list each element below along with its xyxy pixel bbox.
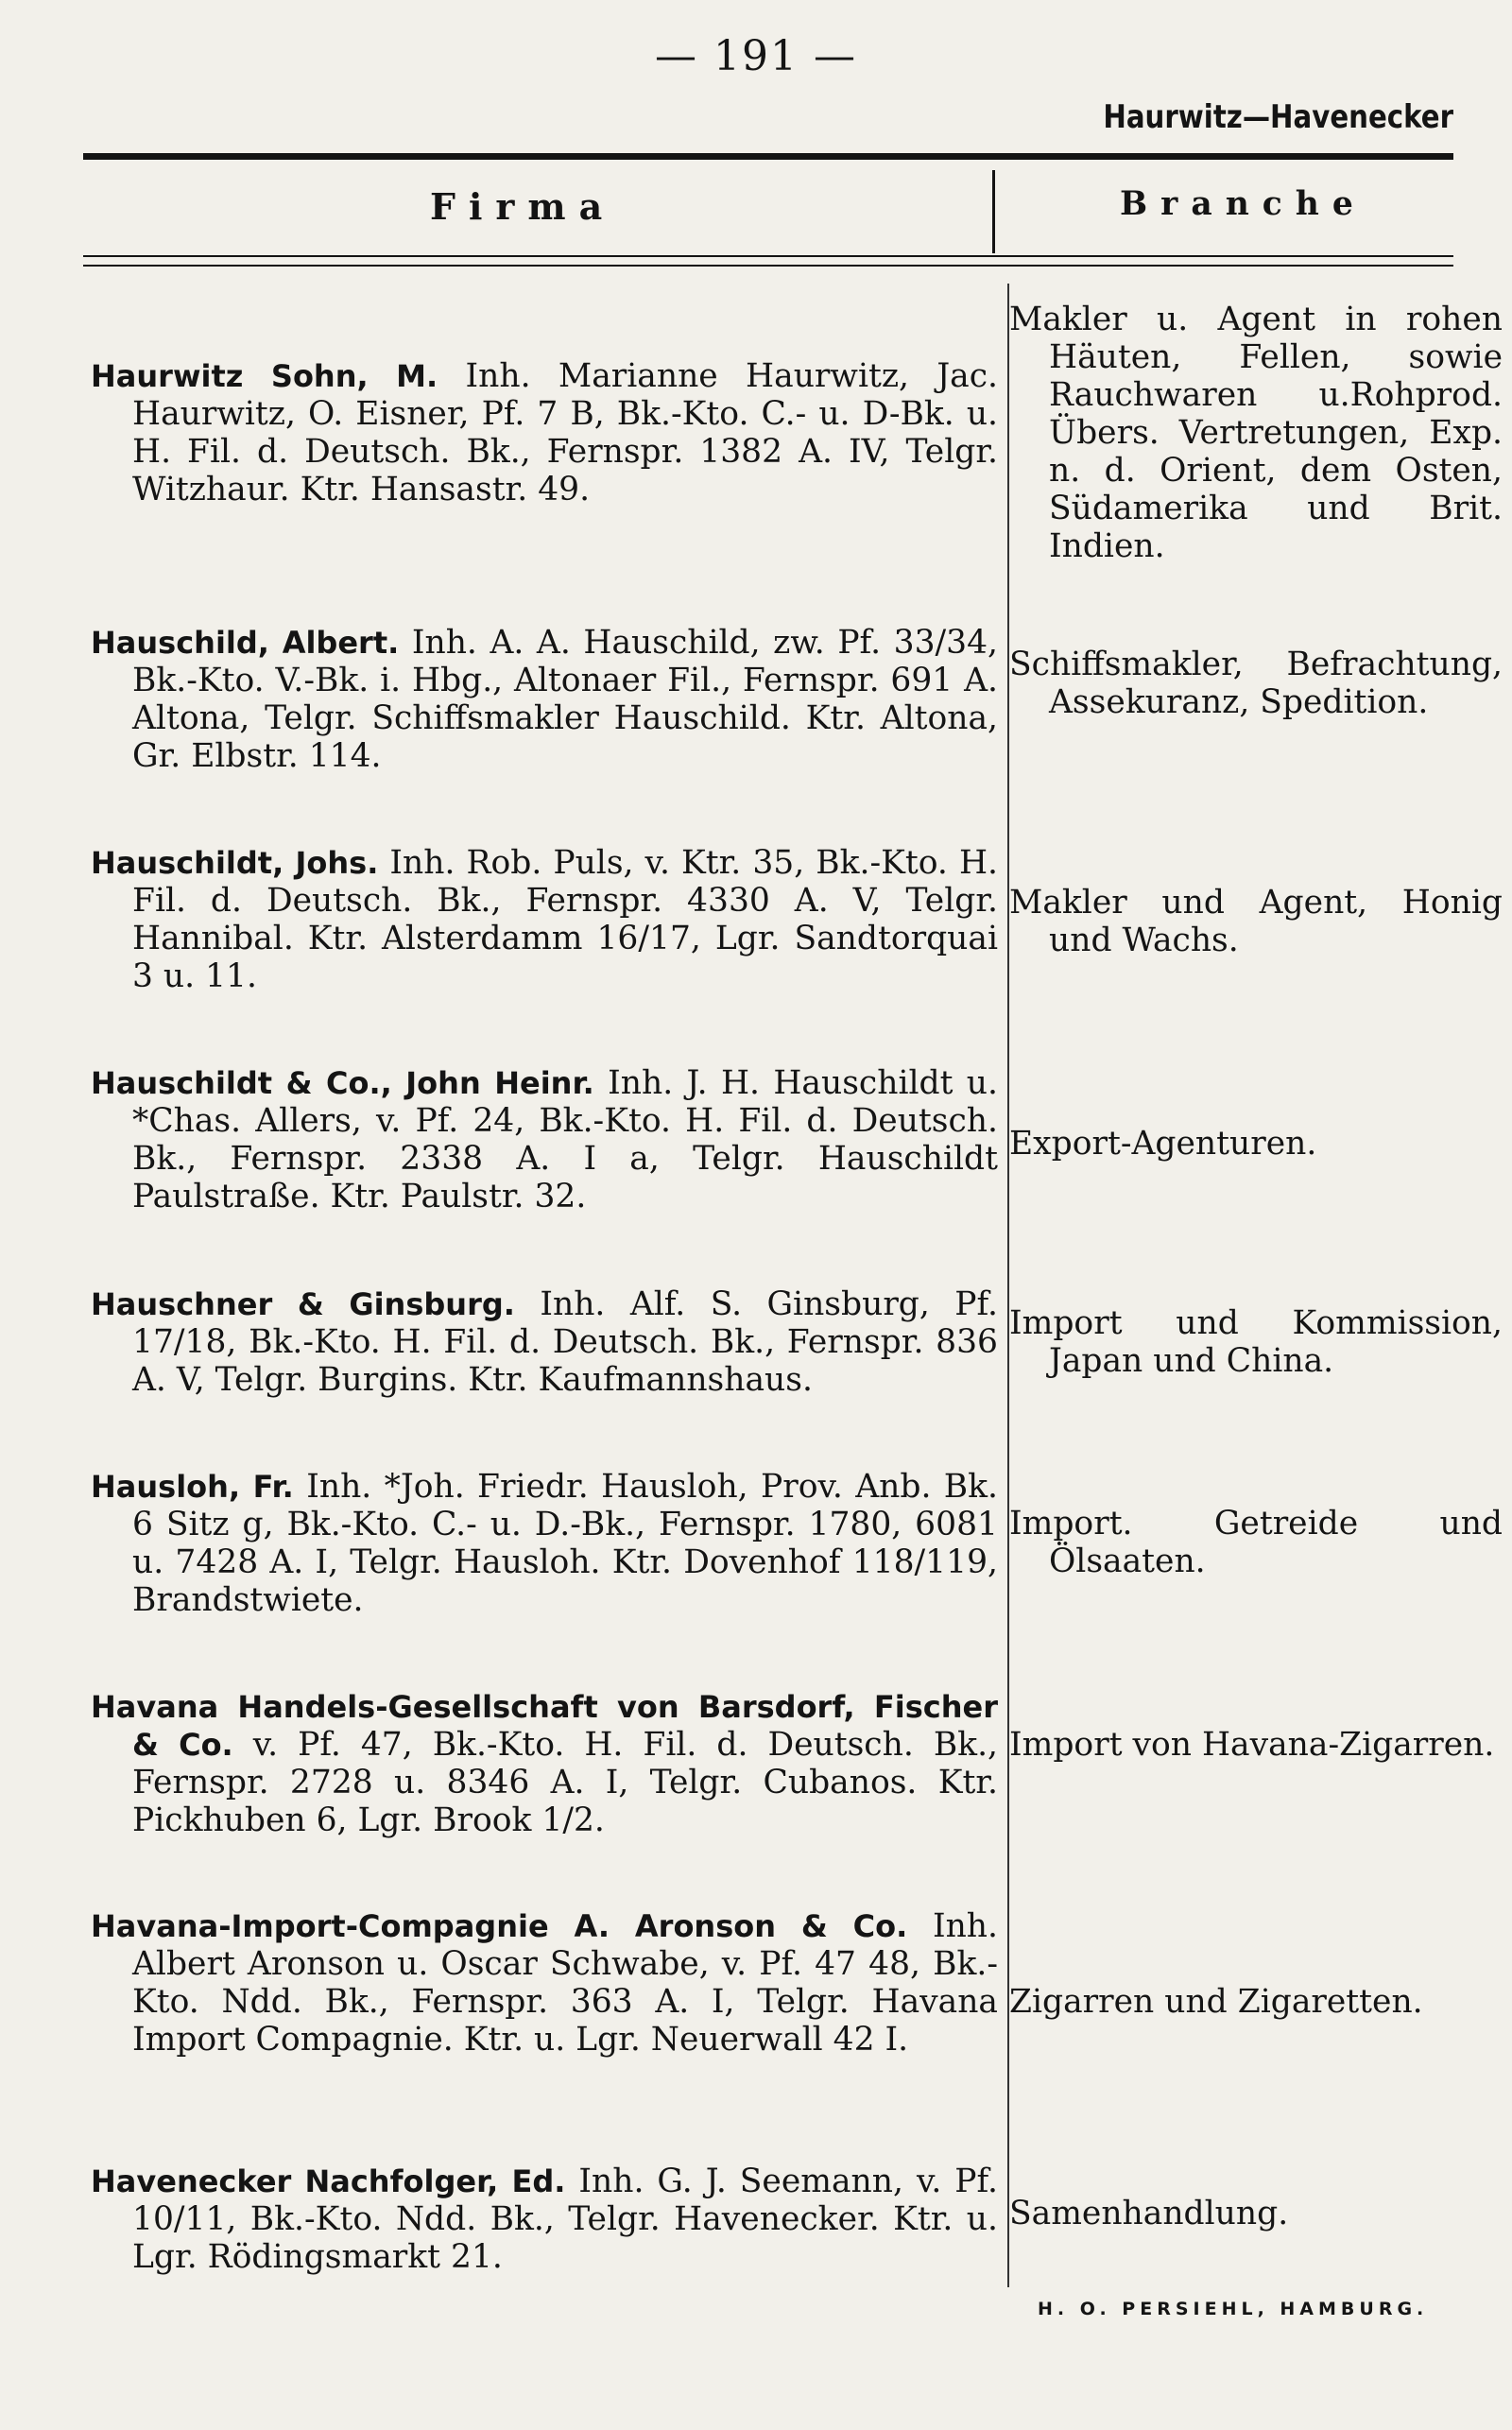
firma-details: Inh. J. H. Hauschildt u. *Chas. Allers, v. Pf. 24, Bk.-Kto. H. Fil. d. Deutsch. Bk., Fernspr. 2338 A. I a, Telgr. Hauschildt Paulstraße. Ktr. Paulstr. 32.: [132, 1064, 998, 1215]
directory-entry: [91, 1907, 998, 2059]
firma-name: Haurwitz Sohn, M.: [91, 358, 438, 394]
header-rule-lower: [83, 265, 1453, 267]
branche-text: Makler und Agent, Honig und Wachs.: [1009, 884, 1503, 959]
directory-entry: [91, 2163, 998, 2276]
firma-name: Hauschner & Ginsburg.: [91, 1286, 515, 1322]
firma-text: [91, 844, 998, 995]
firma-name: Havana Handels-Gesellschaft von Barsdorf, Fischer & Co.: [91, 1689, 998, 1763]
directory-entry: [91, 624, 998, 775]
directory-entry: [91, 1285, 998, 1399]
firma-text: [91, 1285, 998, 1399]
column-header-firma: Firma: [430, 185, 616, 228]
firma-text: [91, 1907, 998, 2059]
branche-text: Import von Havana-Zigarren.: [1009, 1726, 1495, 1764]
branche-text: Schiffsmakler, Befrachtung, Assekuranz, Spedition.: [1009, 646, 1503, 721]
firma-details: Inh. Alf. S. Ginsburg, Pf. 17/18, Bk.-Kto. H. Fil. d. Deutsch. Bk., Fernspr. 836 A. V, Telgr. Burgins. Ktr. Kaufmannshaus.: [132, 1285, 999, 1399]
page-number: — 191 —: [655, 32, 857, 80]
branche-text: Samenhandlung.: [1009, 2195, 1289, 2232]
directory-entry: [91, 844, 998, 995]
firma-name: Hauschild, Albert.: [91, 625, 400, 661]
branche-text: Makler u. Agent in rohen Häuten, Fellen, sowie Rauchwaren u.Rohprod. Übers. Vertretungen, Exp. n. d. Orient, dem Osten, Südamerika und Brit. Indien.: [1009, 301, 1503, 565]
branche-text: Import. Getreide und Ölsaaten.: [1009, 1505, 1503, 1580]
firma-text: [91, 1688, 998, 1839]
firma-details: Inh. *Joh. Friedr. Hausloh, Prov. Anb. Bk. 6 Sitz g, Bk.-Kto. C.- u. D.-Bk., Fernspr. 1780, 6081 u. 7428 A. I, Telgr. Hausloh. Ktr. Dovenhof 118/119, Brandstwiete.: [132, 1468, 999, 1619]
branche-text: Export-Agenturen.: [1009, 1125, 1317, 1163]
branche-text: Import und Kommission, Japan und China.: [1009, 1304, 1503, 1380]
column-header-divider: [992, 170, 995, 253]
firma-text: [91, 357, 998, 508]
firma-name: Havenecker Nachfolger, Ed.: [91, 2163, 566, 2199]
firma-name: Hauschildt & Co., John Heinr.: [91, 1065, 594, 1101]
firma-details: Inh. Rob. Puls, v. Ktr. 35, Bk.-Kto. H. Fil. d. Deutsch. Bk., Fernspr. 4330 A. V, Telgr. Hannibal. Ktr. Alsterdamm 16/17, Lgr. Sandtorquai 3 u. 11.: [132, 844, 999, 995]
printer-imprint: H. O. PERSIEHL, HAMBURG.: [1038, 2299, 1429, 2319]
firma-text: [91, 1064, 998, 1215]
column-header-branche: Branche: [1120, 185, 1366, 223]
firma-name: Hauschildt, Johs.: [91, 845, 379, 881]
header-rule-upper: [83, 255, 1453, 257]
firma-details: Inh. G. J. Seemann, v. Pf. 10/11, Bk.-Kto. Ndd. Bk., Telgr. Havenecker. Ktr. u. Lgr. Rödingsmarkt 21.: [132, 2163, 999, 2276]
directory-entry: [91, 1468, 998, 1619]
firma-details: Inh. Marianne Haurwitz, Jac. Haurwitz, O. Eisner, Pf. 7 B, Bk.-Kto. C.- u. D-Bk. u. H. Fil. d. Deutsch. Bk., Fernspr. 1382 A. IV, Telgr. Witzhaur. Ktr. Hansastr. 49.: [132, 357, 999, 508]
firma-text: [91, 2163, 998, 2276]
firma-details: v. Pf. 47, Bk.-Kto. H. Fil. d. Deutsch. Bk., Fernspr. 2728 u. 8346 A. I, Telgr. Cubanos. Ktr. Pickhuben 6, Lgr. Brook 1/2.: [132, 1726, 999, 1839]
directory-entry: [91, 357, 998, 508]
branche-text: Zigarren und Zigaretten.: [1009, 1983, 1423, 2021]
firma-text: [91, 1468, 998, 1619]
top-rule: [83, 153, 1453, 160]
firma-details: Inh. A. A. Hauschild, zw. Pf. 33/34, Bk.-Kto. V.-Bk. i. Hbg., Altonaer Fil., Fernspr. 691 A. Altona, Telgr. Schiffsmakler Hauschild. Ktr. Altona, Gr. Elbstr. 114.: [132, 624, 999, 775]
firma-details: Inh. Albert Aronson u. Oscar Schwabe, v. Pf. 47 48, Bk.-Kto. Ndd. Bk., Fernspr. 363 A. I, Telgr. Havana Import Compagnie. Ktr. u. Lgr. Neuerwall 42 I.: [132, 1907, 998, 2059]
firma-text: [91, 624, 998, 775]
firma-name: Hausloh, Fr.: [91, 1469, 294, 1505]
directory-entry: [91, 1064, 998, 1215]
firma-name: Havana-Import-Compagnie A. Aronson & Co.: [91, 1908, 908, 1944]
running-head: Haurwitz—Havenecker: [1103, 98, 1453, 136]
directory-entry: [91, 1688, 998, 1839]
